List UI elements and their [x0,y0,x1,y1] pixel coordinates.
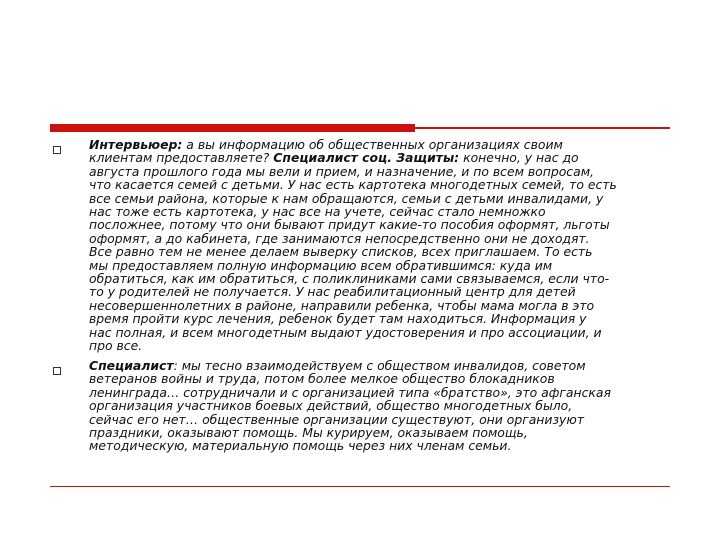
speaker-label: Интервьюер: [89,137,183,152]
accent-bar-thick [50,124,415,132]
paragraph-text: а вы информацию об общественных организациях своим клиентам предоставляете? [89,137,563,166]
paragraph-text: конечно, у нас до августа прошлого года мы вели и прием, и назначение, и по всем вопросам, что касается семей с детьми. У нас есть картотека многодетных семей, то есть все семьи района, которые к нам обращаются, семьи с детьми инвалидами, у нас тоже есть картотека, у нас все на учете, сейчас стало немножко посложнее, потому что они бывают придут какие-то пособия оформят, льготы оформят, а до кабинета, где занимаются непосредственно они не доходят. Все равно тем не менее делаем выверку списков, всех приглашаем. То есть мы предоставляем полную информацию всем обратившимся: куда им обратиться, как им обратиться, с поликлиниками сами связываемся, если что- то у родителей не получается. У нас реабилитационный центр для детей несовершеннолетних в районе, направили ребенка, чтобы мама могла в это время пройти курс лечения, ребенок будет там находиться. Информация у нас полная, и всем многодетным выдают удостоверения и про ассоциации, и про все. [89,150,617,354]
accent-bar-thin [415,127,670,129]
bullet-square-icon [53,146,61,154]
paragraph-specialist [89,359,669,453]
bottom-divider [50,486,670,487]
bullet-square-icon [53,367,61,375]
paragraph-text: : мы тесно взаимодействуем с обществом инвалидов, советом ветеранов войны и труда, потом более мелкое общество блокадников ленинграда… сотрудничали и с организацией типа «братство», это афганская организация участников боевых действий, общество многодетных было, сейчас его нет… общественные организации существуют, они организуют праздники, оказывают помощь. Мы курируем, оказываем помощь, методическую, материальную помощь через них членам семьи. [89,358,611,454]
paragraph-interview [89,138,669,353]
speaker-label: Специалист [89,358,174,373]
speaker-label: Специалист соц. Защиты: [273,150,460,166]
